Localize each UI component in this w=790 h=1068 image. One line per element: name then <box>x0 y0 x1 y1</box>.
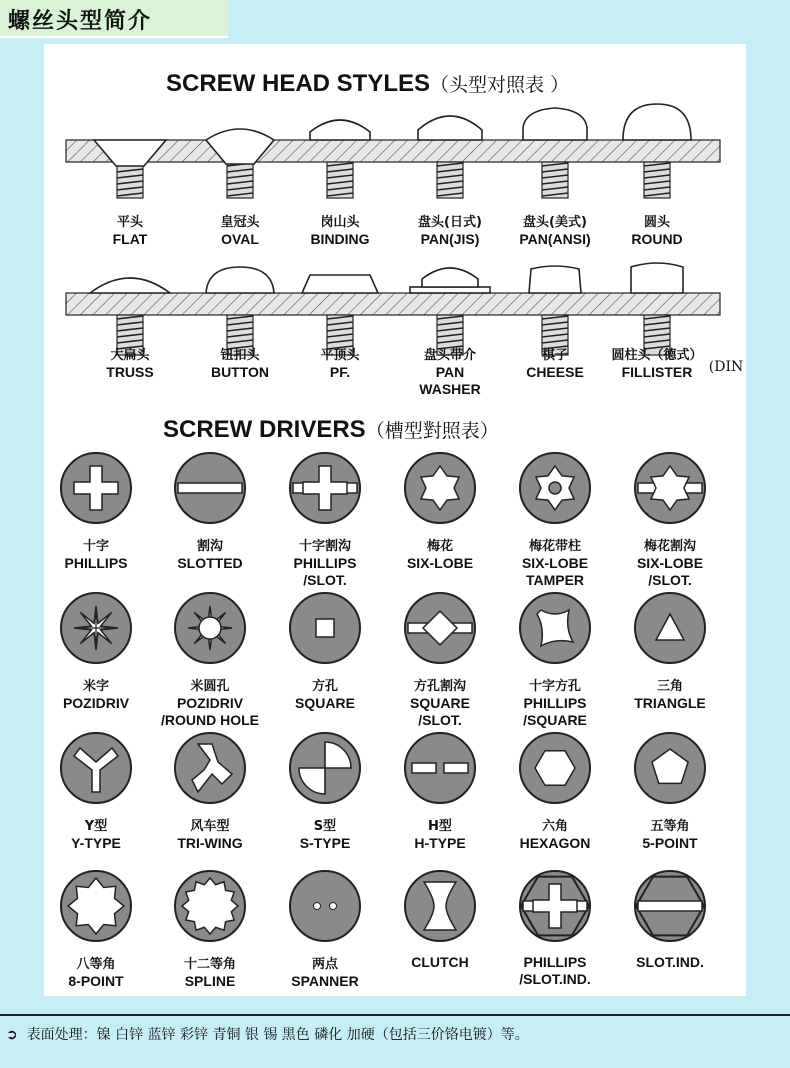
driver-label-14 <box>177 818 242 852</box>
driver-label-13 <box>71 818 121 852</box>
head-label-cn: 圆头 <box>643 215 670 230</box>
footer <box>6 1024 529 1044</box>
head-label-en: ROUND <box>631 231 683 247</box>
driver-label-cn: Y型 <box>84 819 108 834</box>
square-slot-icon <box>402 590 478 666</box>
driver-section-title-cn: （槽型對照表） <box>365 420 499 442</box>
y-type-icon <box>58 730 134 806</box>
driver-label-cn: 方孔割沟 <box>413 679 466 694</box>
plate-2 <box>66 293 720 315</box>
driver-label-22 <box>411 954 469 971</box>
driver-label-cn: 两点 <box>311 957 339 972</box>
driver-label-cn: 割沟 <box>196 539 223 554</box>
driver-label-en: TRIANGLE <box>634 695 706 711</box>
clutch-icon <box>402 868 478 944</box>
driver-label-cn: H型 <box>428 819 452 834</box>
head-label-6 <box>631 214 682 248</box>
head-section-title-cn: （头型对照表 ） <box>430 74 570 96</box>
driver-label-15 <box>300 818 351 852</box>
driver-label-19 <box>68 956 123 990</box>
driver-label-en: POZIDRIV <box>62 695 130 711</box>
driver-label-en: /SLOT.IND. <box>519 971 591 987</box>
driver-label-en: H-TYPE <box>414 835 466 851</box>
arrow-bullet-icon: ➲ <box>6 1027 18 1043</box>
footer-divider <box>0 1014 790 1016</box>
driver-label-cn: 梅花带柱 <box>528 539 581 554</box>
head-label-en: PAN <box>435 364 465 380</box>
head-label-cn: 圆柱头（德式） <box>611 348 703 363</box>
head-section-title-en: SCREW HEAD STYLES <box>166 70 431 97</box>
driver-label-7 <box>63 678 129 712</box>
phillips-slot-icon <box>287 450 363 526</box>
driver-label-en: TAMPER <box>525 572 585 588</box>
driver-label-cn: 十字割沟 <box>298 539 352 554</box>
head-label-8 <box>211 347 269 381</box>
spline-icon <box>172 868 248 944</box>
driver-label-17 <box>520 818 591 852</box>
head-label-cn: 平顶头 <box>320 348 360 363</box>
eight-point-icon <box>58 868 134 944</box>
driver-label-cn: 三角 <box>656 679 683 694</box>
driver-label-en: SPANNER <box>291 973 359 989</box>
driver-label-20 <box>184 956 236 990</box>
driver-label-3 <box>293 538 356 589</box>
driver-label-cn: 方孔 <box>311 679 338 694</box>
head-label-en: FLAT <box>112 231 148 247</box>
driver-label-cn: 梅花 <box>426 539 453 554</box>
head-label-cn: 岗山头 <box>320 215 360 230</box>
six-lobe-tamper-icon <box>517 450 593 526</box>
driver-label-cn: 十字方孔 <box>528 679 582 694</box>
driver-label-cn: 米字 <box>82 679 109 694</box>
tri-wing-icon <box>172 730 248 806</box>
driver-section-title <box>163 416 499 444</box>
driver-label-en: SIX-LOBE <box>406 555 474 571</box>
six-lobe-slot-icon <box>632 450 708 526</box>
driver-label-cn: 五等角 <box>650 819 690 834</box>
driver-label-2 <box>177 538 242 572</box>
driver-label-en: SLOTTED <box>177 555 243 571</box>
driver-label-en: 8-POINT <box>68 973 124 989</box>
triangle-icon <box>632 590 708 666</box>
head-label-cn: 盘头带介 <box>423 348 477 363</box>
driver-label-21 <box>291 956 358 990</box>
driver-label-en: SQUARE <box>295 695 355 711</box>
driver-label-en: /SLOT. <box>303 572 347 588</box>
phillips-square-icon <box>517 590 593 666</box>
driver-label-18 <box>642 818 697 852</box>
head-label-10 <box>419 347 480 398</box>
hexagon-icon <box>517 730 593 806</box>
page-title: 螺丝头型简介 <box>8 8 153 34</box>
head-label-en: BINDING <box>310 231 370 247</box>
driver-label-cn: 十二等角 <box>183 957 237 972</box>
phillips-icon <box>58 450 134 526</box>
square-icon <box>287 590 363 666</box>
flat-head-icon <box>94 140 166 198</box>
phillips-slot-ind-icon <box>517 868 593 944</box>
driver-label-en: CLUTCH <box>411 954 469 970</box>
s-type-icon <box>287 730 363 806</box>
driver-label-10 <box>410 678 470 729</box>
head-label-en: TRUSS <box>106 364 154 380</box>
driver-label-en: /SQUARE <box>523 712 587 728</box>
driver-label-en: POZIDRIV <box>176 695 244 711</box>
driver-label-en: /SLOT. <box>418 712 462 728</box>
driver-label-en: /SLOT. <box>648 572 692 588</box>
head-label-1 <box>113 214 148 248</box>
pozidriv-icon <box>58 590 134 666</box>
driver-label-en: PHILLIPS <box>523 954 587 970</box>
driver-label-en: SPLINE <box>184 973 236 989</box>
head-label-cn: 盘头(日式) <box>418 215 482 230</box>
head-label-4 <box>418 214 482 248</box>
driver-label-en: S-TYPE <box>299 835 351 851</box>
head-label-en: BUTTON <box>210 364 270 380</box>
driver-label-cn: 十字 <box>82 539 110 554</box>
head-label-en: PF. <box>329 364 351 380</box>
head-label-2 <box>220 214 259 248</box>
driver-label-5 <box>522 538 588 589</box>
driver-label-en: 5-POINT <box>642 835 698 851</box>
head-label-en: PAN(JIS) <box>420 231 480 247</box>
head-label-en: OVAL <box>221 231 259 247</box>
driver-label-16 <box>414 818 465 852</box>
head-label-7 <box>106 347 153 381</box>
driver-label-cn: 风车型 <box>190 819 230 834</box>
driver-label-en: PHILLIPS <box>64 555 128 571</box>
head-label-3 <box>310 214 369 248</box>
driver-label-8 <box>161 678 259 729</box>
head-label-cn: 大扁头 <box>110 348 150 363</box>
driver-label-en: HEXAGON <box>519 835 591 851</box>
driver-label-en: PHILLIPS <box>523 695 587 711</box>
head-label-en2: WASHER <box>419 381 481 397</box>
truss-head-icon <box>90 278 170 355</box>
five-point-icon <box>632 730 708 806</box>
head-label-en: PAN(ANSI) <box>519 231 591 247</box>
head-label-cn: 平头 <box>116 215 144 230</box>
driver-label-en: SIX-LOBE <box>636 555 704 571</box>
driver-label-en: SQUARE <box>410 695 470 711</box>
driver-label-cn: 八等角 <box>76 957 116 972</box>
driver-label-cn: 米圆孔 <box>190 679 230 694</box>
driver-label-4 <box>407 538 473 572</box>
head-label-en: FILLISTER <box>621 364 693 380</box>
head-label-9 <box>320 347 359 381</box>
head-label-extra: (DIN <box>708 359 744 375</box>
driver-label-9 <box>295 678 355 712</box>
head-label-12 <box>611 347 702 381</box>
driver-label-12 <box>634 678 706 712</box>
driver-label-en: TRI-WING <box>177 835 243 851</box>
h-type-icon <box>402 730 478 806</box>
footer-text: 表面处理：镍 白锌 蓝锌 彩锌 青铜 银 锡 黑色 磷化 加硬（包括三价铬电镀）等。 <box>26 1027 529 1043</box>
driver-label-11 <box>523 678 587 729</box>
pozidriv-round-hole-icon <box>172 590 248 666</box>
slotted-icon <box>172 450 248 526</box>
driver-label-23 <box>519 954 591 988</box>
driver-label-en: SLOT.IND. <box>636 954 704 970</box>
driver-label-cn: S型 <box>313 819 337 834</box>
head-label-11 <box>526 347 584 381</box>
head-label-5 <box>519 214 590 248</box>
driver-label-en: SIX-LOBE <box>521 555 589 571</box>
head-label-cn: 盘头(美式) <box>523 215 587 230</box>
head-label-en: CHEESE <box>526 364 584 380</box>
spanner-icon <box>287 868 363 944</box>
oval-head-icon <box>206 129 274 198</box>
driver-label-en: PHILLIPS <box>293 555 357 571</box>
driver-label-6 <box>637 538 703 589</box>
driver-label-en: Y-TYPE <box>71 835 121 851</box>
driver-label-en: /ROUND HOLE <box>161 712 259 728</box>
slot-ind-icon <box>632 868 708 944</box>
head-label-cn: 钮扣头 <box>220 348 260 363</box>
driver-label-24 <box>636 954 704 971</box>
head-label-cn: 棋子 <box>541 348 569 363</box>
driver-section-title-en: SCREW DRIVERS <box>163 416 366 443</box>
driver-label-cn: 六角 <box>541 819 569 834</box>
six-lobe-icon <box>402 450 478 526</box>
driver-label-1 <box>64 538 127 572</box>
head-label-cn: 皇冠头 <box>220 215 260 230</box>
driver-label-cn: 梅花割沟 <box>643 539 696 554</box>
